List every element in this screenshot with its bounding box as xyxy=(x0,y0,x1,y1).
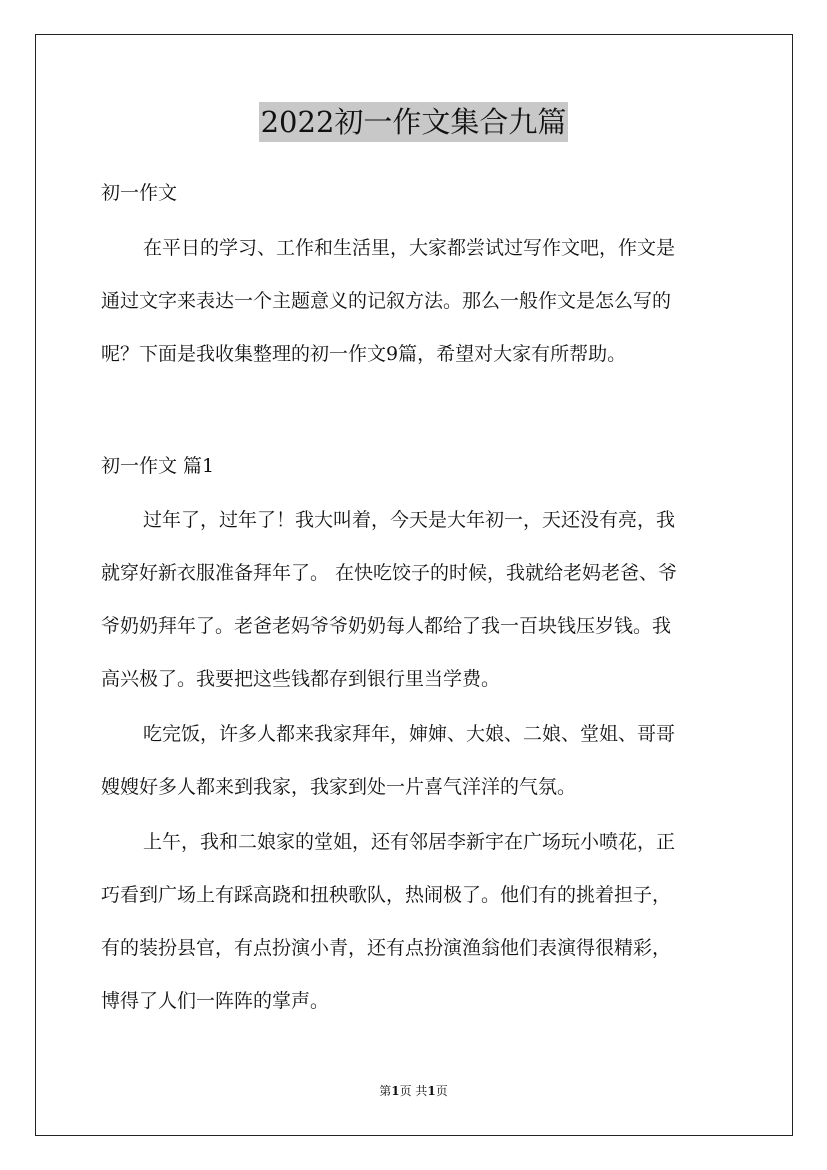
essay-heading: 初一作文 篇1 xyxy=(101,455,215,477)
category-label: 初一作文 xyxy=(101,182,178,204)
intro-line: 在平日的学习、工作和生活里，大家都尝试过写作文吧，作文是 xyxy=(143,237,676,259)
paragraph1-line: 高兴极了。我要把这些钱都存到银行里当学费。 xyxy=(101,668,501,690)
paragraph1-line: 过年了，过年了！我大叫着，今天是大年初一，天还没有亮，我 xyxy=(143,509,676,531)
intro-line: 呢？下面是我收集整理的初一作文9篇，希望对大家有所帮助。 xyxy=(101,343,627,365)
paragraph1-line: 就穿好新衣服准备拜年了。 在快吃饺子的时候，我就给老妈老爸、爷 xyxy=(101,562,678,584)
footer-mid: 页 共 xyxy=(399,1084,428,1098)
paragraph2-line: 嫂嫂好多人都来到我家，我家到处一片喜气洋洋的气氛。 xyxy=(101,776,577,798)
intro-line: 通过文字来表达一个主题意义的记叙方法。那么一般作文是怎么写的 xyxy=(101,290,672,312)
paragraph3-line: 巧看到广场上有踩高跷和扭秧歌队，热闹极了。他们有的挑着担子， xyxy=(101,884,672,906)
footer-page-number: 1 xyxy=(391,1084,400,1098)
paragraph2-line: 吃完饭，许多人都来我家拜年，婶婶、大娘、二娘、堂姐、哥哥 xyxy=(143,723,676,745)
paragraph1-line: 爷奶奶拜年了。老爸老妈爷爷奶奶每人都给了我一百块钱压岁钱。我 xyxy=(101,615,672,637)
document-title: 2022初一作文集合九篇 xyxy=(0,101,827,142)
page-footer xyxy=(0,1083,827,1099)
paragraph3-line: 有的装扮县官，有点扮演小青，还有点扮演渔翁他们表演得很精彩， xyxy=(101,937,672,959)
paragraph3-line: 博得了人们一阵阵的掌声。 xyxy=(101,990,330,1012)
footer-suffix: 页 xyxy=(435,1084,448,1098)
paragraph3-line: 上午，我和二娘家的堂姐，还有邻居李新宇在广场玩小喷花，正 xyxy=(143,831,676,853)
footer-total-pages: 1 xyxy=(427,1084,436,1098)
footer-prefix: 第 xyxy=(379,1084,392,1098)
